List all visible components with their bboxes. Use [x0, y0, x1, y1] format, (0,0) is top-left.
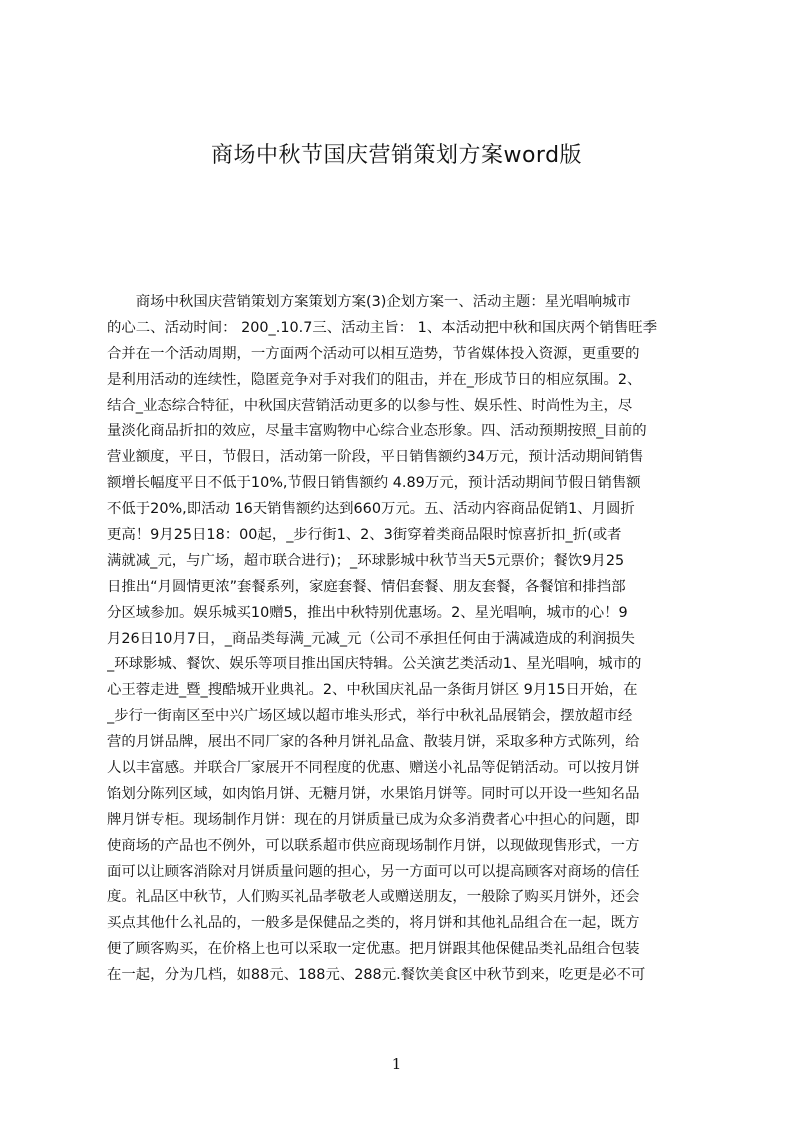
text-line: 营的月饼品牌，展出不同厂家的各种月饼礼品盒、散装月饼，采取多种方式陈列，给: [107, 734, 640, 751]
text-line: 的心二、活动时间： 200_.10.7三、活动主旨： 1、本活动把中秋和国庆两个销售旺季: [107, 319, 658, 336]
text-line: 不低于20%,即活动 16天销售额约达到660万元。五、活动内容商品促销1、月圆折: [107, 501, 635, 518]
text-line: 合并在一个活动周期，一方面两个活动可以相互造势，节省媒体投入资源，更重要的: [107, 345, 640, 362]
text-line: 量淡化商品折扣的效应，尽量丰富购物中心综合业态形象。四、活动预期按照_目前的: [107, 423, 647, 440]
text-line: 心王蓉走进_暨_搜酷城开业典礼。2、中秋国庆礼品一条街月饼区 9月15日开始，在: [107, 682, 638, 699]
text-line: 在一起，分为几档，如88元、188元、288元.餐饮美食区中秋节到来，吃更是必不可: [107, 967, 646, 984]
text-line: 人以丰富感。并联合厂家展开不同程度的优惠、赠送小礼品等促销活动。可以按月饼: [107, 760, 640, 777]
text-line: _环球影城、餐饮、娱乐等项目推出国庆特辑。公关演艺类活动1、星光唱响，城市的: [107, 656, 642, 673]
text-line: 月26日10月7日，_商品类每满_元减_元（公司不承担任何由于满减造成的利润损失: [107, 630, 635, 647]
text-line: 更高！9月25日18：00起，_步行街1、2、3街穿着类商品限时惊喜折扣_折(或者: [107, 527, 622, 544]
body-text: [107, 290, 699, 989]
document-title: 商场中秋节国庆营销策划方案word版: [210, 143, 583, 168]
text-line: _步行一街南区至中兴广场区域以超市堆头形式，举行中秋礼品展销会，摆放超市经: [107, 708, 633, 725]
text-line: 商场中秋国庆营销策划方案策划方案(3)企划方案一、活动主题：星光唱响城市: [107, 294, 632, 310]
text-line: 馅划分陈列区域，如肉馅月饼、无糖月饼，水果馅月饼等。同时可以开设一些知名品: [107, 785, 640, 802]
text-line: 度。礼品区中秋节，人们购买礼品孝敬老人或赠送朋友，一般除了购买月饼外，还会: [107, 889, 640, 906]
page-number: 1: [391, 1055, 402, 1073]
text-line: 是利用活动的连续性，隐匿竞争对手对我们的阻击，并在_形成节日的相应氛围。2、: [107, 371, 642, 388]
text-line: 买点其他什么礼品的，一般多是保健品之类的，将月饼和其他礼品组合在一起，既方: [107, 915, 640, 932]
text-line: 结合_业态综合特征，中秋国庆营销活动更多的以参与性、娱乐性、时尚性为主，尽: [107, 397, 633, 414]
text-line: 使商场的产品也不例外，可以联系超市供应商现场制作月饼，以现做现售形式，一方: [107, 837, 640, 854]
text-line: 便了顾客购买，在价格上也可以采取一定优惠。把月饼跟其他保健品类礼品组合包装: [107, 941, 640, 958]
text-line: 分区域参加。娱乐城买10赠5，推出中秋特别优惠场。2、星光唱响，城市的心！9: [107, 604, 628, 621]
text-line: 牌月饼专柜。现场制作月饼：现在的月饼质量已成为众多消费者心中担心的问题，即: [107, 811, 640, 828]
text-line: 日推出“月圆情更浓”套餐系列，家庭套餐、情侣套餐、朋友套餐，各餐馆和排挡部: [107, 578, 626, 595]
text-line: 满就减_元，与广场，超市联合进行)；_环球影城中秋节当天5元票价；餐饮9月25: [107, 552, 625, 569]
text-line: 营业额度，平日，节假日，活动第一阶段，平日销售额约34万元，预计活动期间销售: [107, 449, 644, 466]
text-line: 额增长幅度平日不低于10%,节假日销售额约 4.89万元，预计活动期间节假日销售额: [107, 475, 641, 492]
text-line: 面可以让顾客消除对月饼质量问题的担心，另一方面可以可以提高顾客对商场的信任: [107, 863, 640, 880]
